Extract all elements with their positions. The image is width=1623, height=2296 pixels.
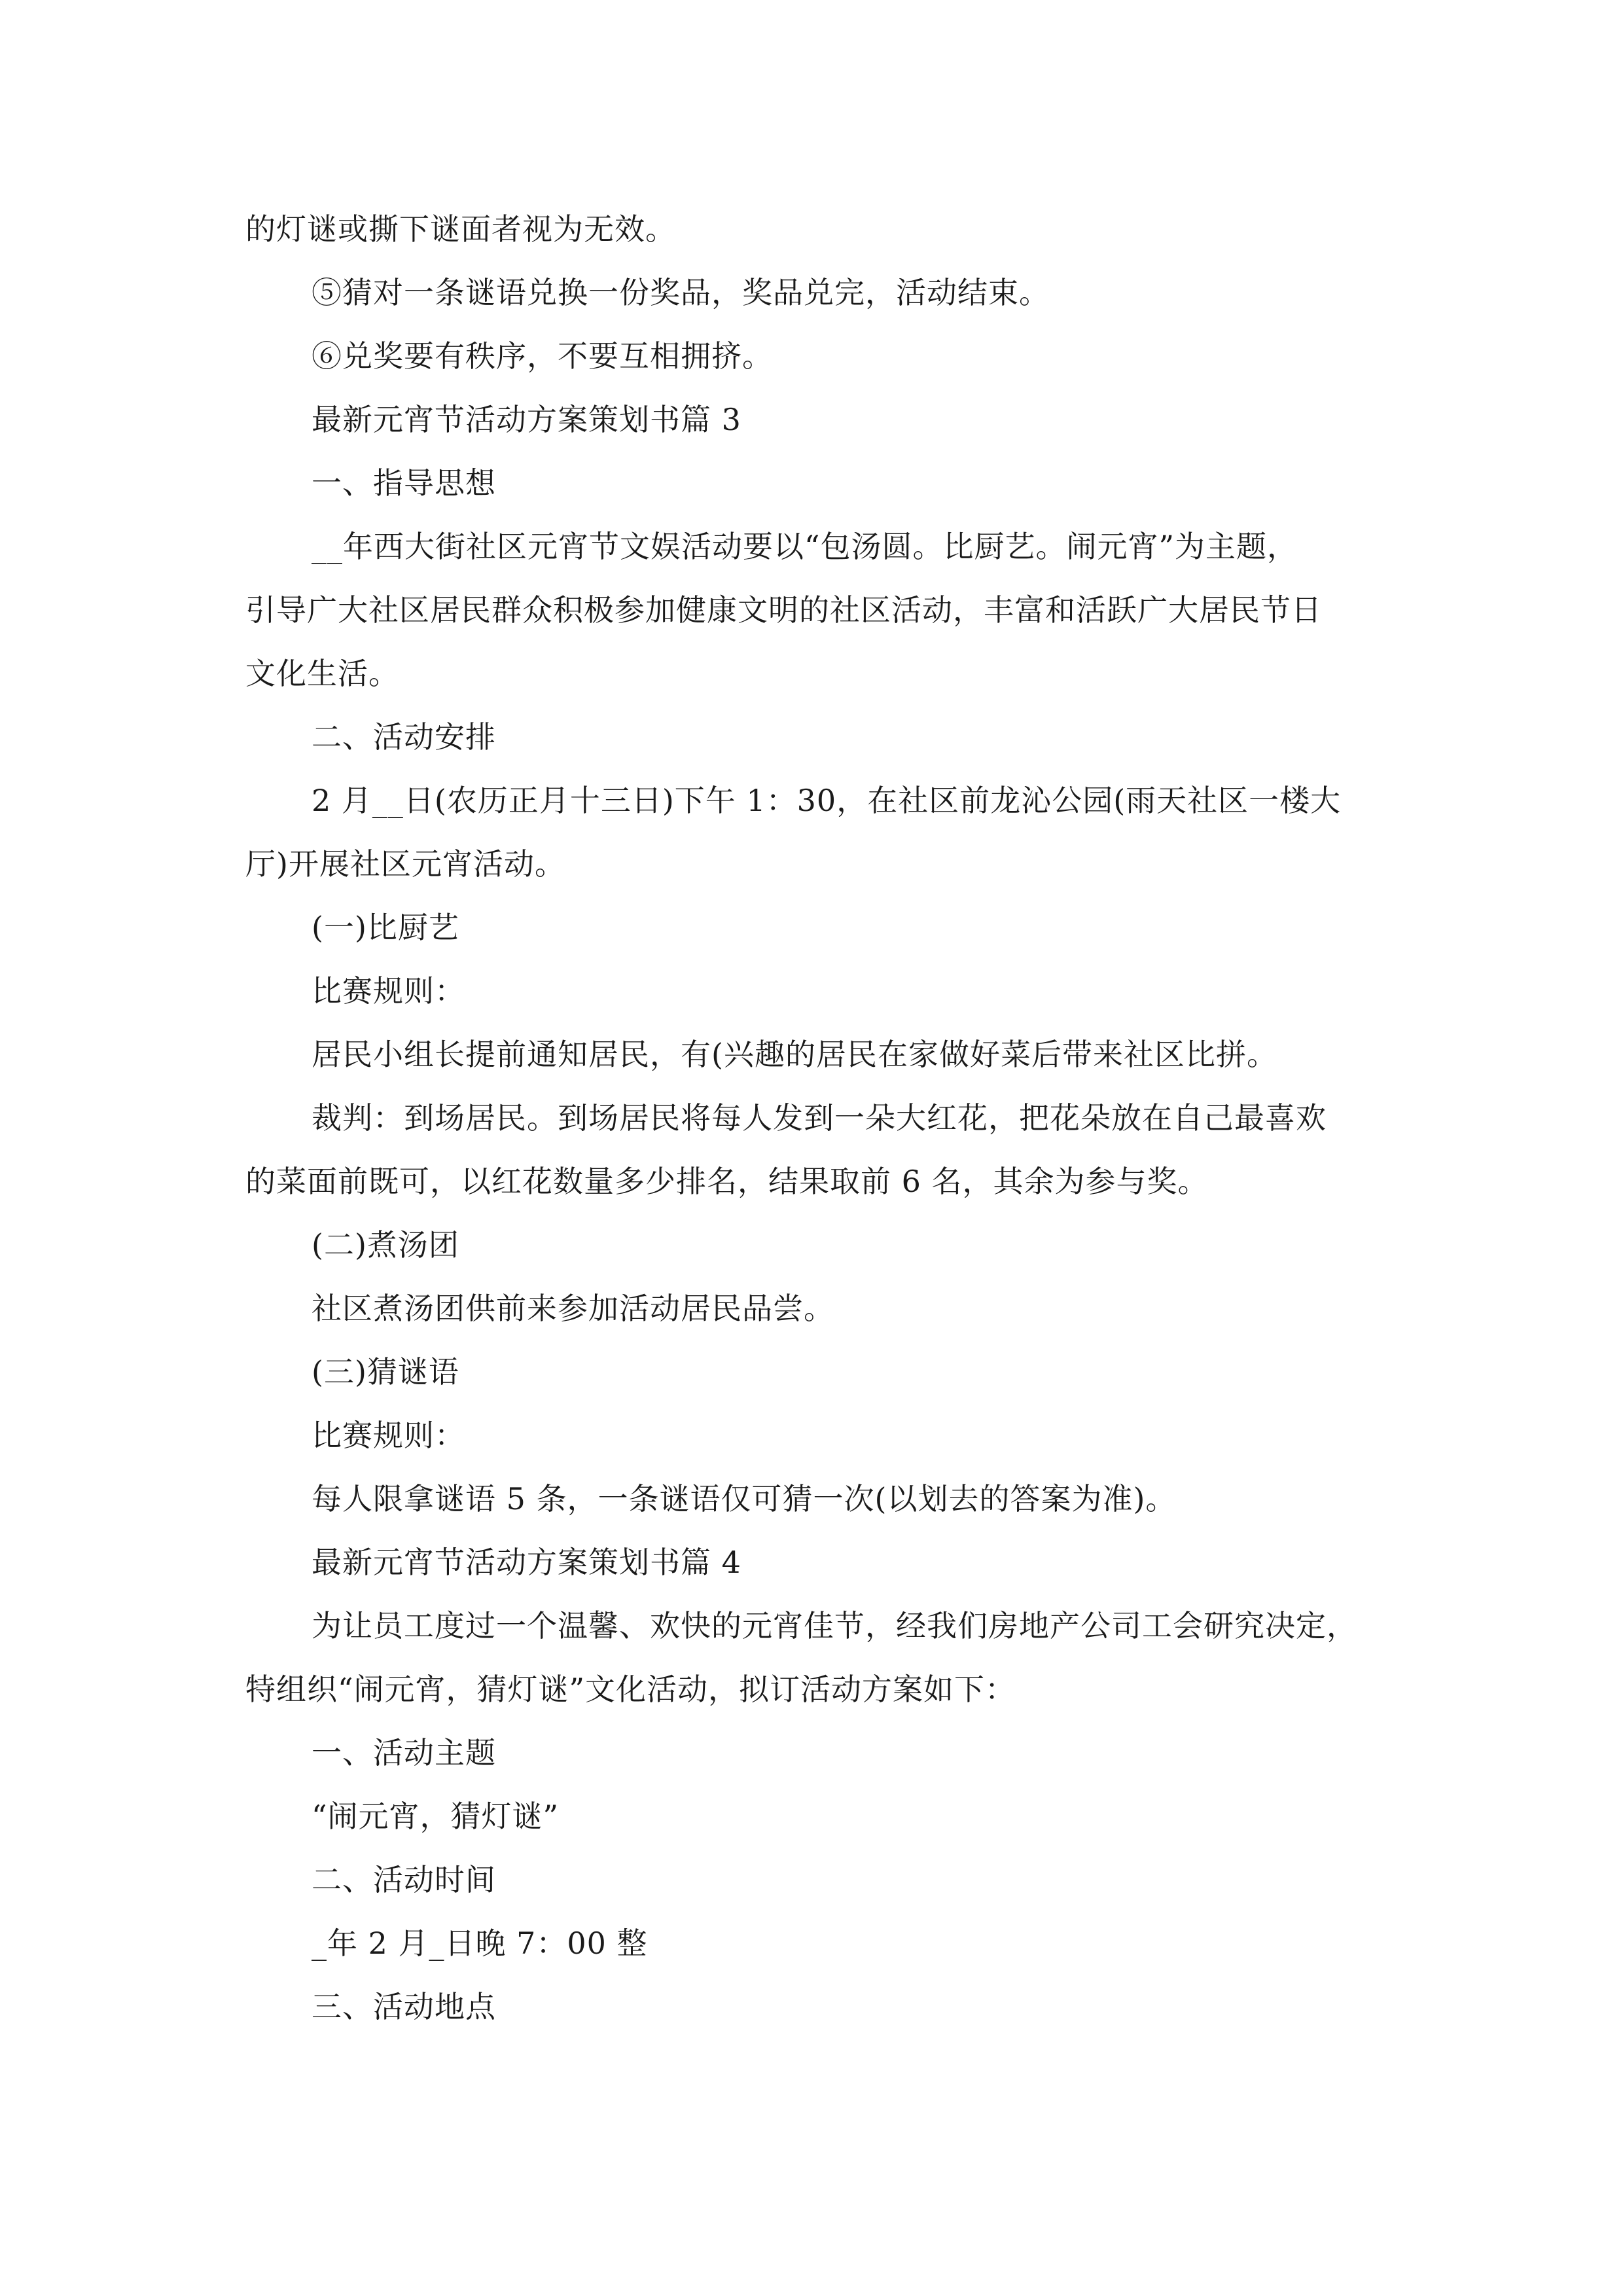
subheading: 三、活动地点	[312, 1989, 496, 2024]
subheading: 二、活动时间	[312, 1862, 496, 1897]
text-line: “闹元宵，猜灯谜”	[312, 1799, 560, 1834]
text-line: 比赛规则：	[312, 1418, 465, 1453]
text-line: 厅)开展社区元宵活动。	[245, 846, 565, 882]
text-line: 比赛规则：	[312, 973, 465, 1009]
text-line: _年 2 月_日晚 7：00 整	[312, 1926, 648, 1961]
text-line: 引导广大社区居民群众积极参加健康文明的社区活动，丰富和活跃广大居民节日	[245, 592, 1322, 628]
text-line: 为让员工度过一个温馨、欢快的元宵佳节，经我们房地产公司工会研究决定，	[312, 1608, 1357, 1643]
text-line: 2 月__日(农历正月十三日)下午 1：30，在社区前龙沁公园(雨天社区一楼大	[312, 783, 1342, 818]
text-line: ⑥兑奖要有秩序，不要互相拥挤。	[312, 338, 773, 374]
subheading: 一、指导思想	[312, 465, 496, 501]
section-heading: 最新元宵节活动方案策划书篇 3	[312, 402, 741, 437]
text-line: 裁判：到场居民。到场居民将每人发到一朵大红花，把花朵放在自己最喜欢	[312, 1100, 1327, 1136]
subheading: (二)煮汤团	[312, 1227, 459, 1263]
text-line: 每人限拿谜语 5 条，一条谜语仅可猜一次(以划去的答案为准)。	[312, 1481, 1177, 1516]
text-line: __年西大街社区元宵节文娱活动要以“包汤圆。比厨艺。闹元宵”为主题，	[312, 529, 1298, 564]
text-line: 特组织“闹元宵，猜灯谜”文化活动，拟订活动方案如下：	[245, 1672, 1016, 1707]
section-heading: 最新元宵节活动方案策划书篇 4	[312, 1545, 741, 1580]
subheading: (一)比厨艺	[312, 910, 459, 945]
text-line: 居民小组长提前通知居民，有(兴趣的居民在家做好菜后带来社区比拼。	[312, 1037, 1277, 1072]
text-line: 社区煮汤团供前来参加活动居民品尝。	[312, 1291, 834, 1326]
text-line: 的灯谜或撕下谜面者视为无效。	[245, 211, 676, 247]
text-line: 文化生活。	[245, 656, 399, 691]
text-line: 的菜面前既可，以红花数量多少排名，结果取前 6 名，其余为参与奖。	[245, 1164, 1209, 1199]
subheading: 二、活动安排	[312, 719, 496, 755]
subheading: (三)猜谜语	[312, 1354, 459, 1390]
text-line: ⑤猜对一条谜语兑换一份奖品，奖品兑完，活动结束。	[312, 275, 1050, 310]
subheading: 一、活动主题	[312, 1735, 496, 1770]
